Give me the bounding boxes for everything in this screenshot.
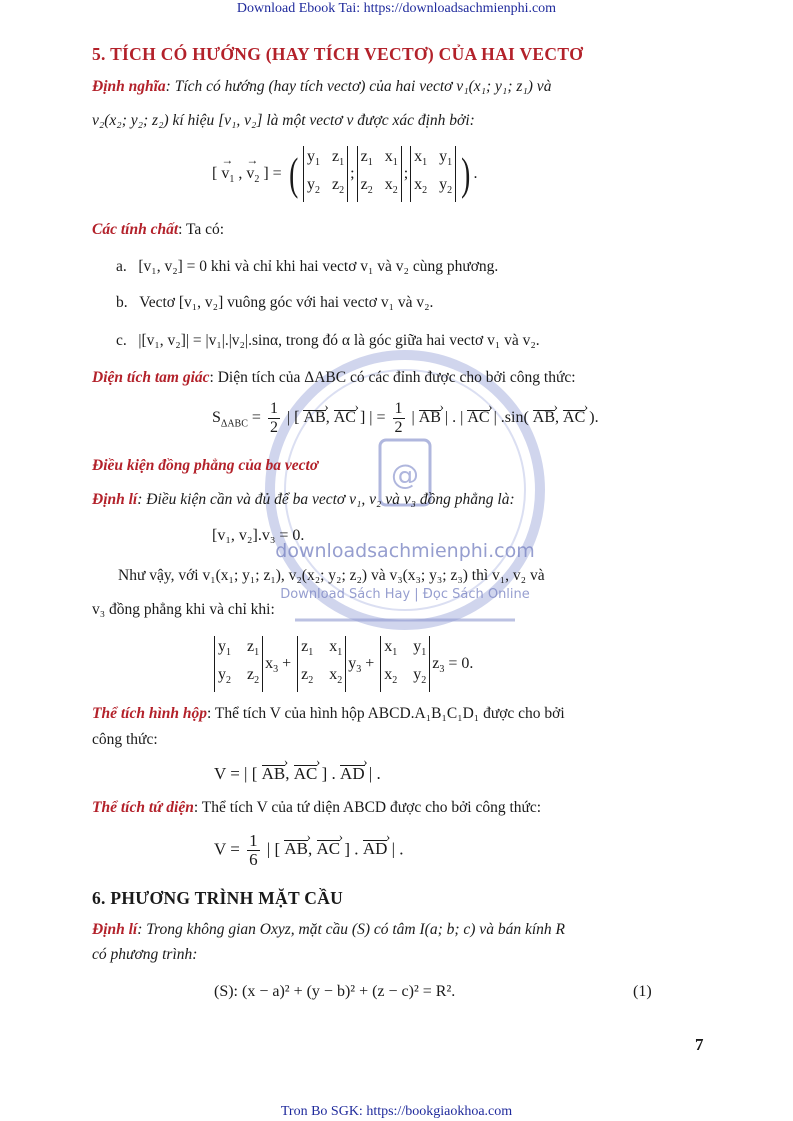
watermark-site: downloadsachmienphi.com (275, 540, 535, 562)
sphere-theorem-label: Định lí (92, 921, 138, 938)
triangle-area-text: : Diện tích của ΔABC có các đỉnh được cho bởi công thức: (209, 369, 576, 386)
sphere-equation-number: (1) (633, 983, 652, 1000)
footer-sgk-link[interactable]: Tron Bo SGK: https://bookgiaokhoa.com (280, 1104, 513, 1119)
box-volume-text-2: công thức: (92, 731, 158, 748)
triangle-area-formula: $S_{\Delta ABC}$ = $\frac{1}{2}$ | [ AB ›, AC › ] | = $\frac{1}{2}$ | AB › | . | AC › | .sin( AB ›, AC › ). (212, 400, 599, 437)
box-volume-formula: V = | [ AB ›, AC › ] . AD › | . (214, 764, 381, 784)
coplanar-determinant-formula: $y_1$ $z_1$ $y_2$ $z_2$ $x_3$ + $z_1$ $x_1$ $z_2$ $x_2$ $y_3$ + $x_1$ $y_1$ $x_2$ $y_2$ $z_3 = 0$. (212, 636, 473, 692)
definition-text-2: v₂(x₂; y₂; z₂) kí hiệu [v₁, v₂] là một vectơ v được xác định bởi: (92, 112, 475, 129)
tetra-volume-text: : Thể tích V của tứ diện ABCD được cho bởi công thức: (193, 799, 542, 816)
watermark-tagline: Download Sách Hay | Đọc Sách Online (280, 587, 530, 602)
definition-label: Định nghĩa (92, 78, 166, 95)
properties-text: : Ta có: (178, 221, 225, 238)
definition-line-1 (92, 77, 704, 97)
tetra-volume-line (92, 798, 704, 818)
thus-text-1: Như vậy, với v₁(x₁; y₁; z₁), v₂(x₂; y₂; z₂) và v₃(x₃; y₃; z₃) thì v₁, v₂ và (118, 567, 545, 584)
thus-text-2: v₃ đồng phẳng khi và chỉ khi: (92, 601, 275, 618)
property-b-text: Vectơ [v₁, v₂] vuông góc với hai vectơ v₁ và v₂. (139, 294, 434, 311)
property-a-text: [v₁, v₂] = 0 khi và chỉ khi hai vectơ v₁ và v₂ cùng phương. (138, 258, 499, 275)
properties-line (92, 220, 704, 240)
property-c-marker: c. (116, 332, 127, 349)
sphere-theorem-text-2: có phương trình: (92, 946, 198, 963)
svg-text:@: @ (391, 458, 419, 491)
property-a-marker: a. (116, 258, 127, 275)
sphere-theorem-line (92, 920, 704, 940)
coplanar-formula: [v₁, v₂].v₃ = 0. (212, 527, 305, 544)
sphere-equation: (S): (x − a)² + (y − b)² + (z − c)² = R². (214, 983, 456, 1000)
property-b-marker: b. (116, 294, 128, 311)
triangle-area-line (92, 368, 704, 388)
cross-product-formula: [ → $v_1$ , → $v_2$ ] = ( $y_1$ $z_1$ $y_2$ $z_2$ ; $z_1$ $x_1$ $z_2$ $x_2$ ; $x_1$ $y_1$ $x_2$ $y_2$ ) . (212, 146, 477, 202)
tetra-volume-formula: V = $\frac{1}{6}$ | [ AB ›, AC › ] . AD › | . (214, 832, 404, 869)
box-volume-text-1: : Thể tích V của hình hộp ABCD.A₁B₁C₁D₁ được cho bởi (207, 705, 565, 722)
definition-text-1: : Tích có hướng (hay tích vectơ) của hai vectơ v₁(x₁; y₁; z₁) và (165, 78, 552, 95)
box-volume-label: Thể tích hình hộp (92, 705, 207, 722)
header-download-link[interactable]: Download Ebook Tai: https://downloadsachmienphi.com (236, 1, 557, 16)
properties-label: Các tính chất (92, 221, 179, 238)
property-c (116, 331, 728, 351)
tetra-volume-label: Thể tích tứ diện (92, 799, 194, 816)
coplanar-theorem-line (92, 490, 704, 510)
coplanar-theorem-label: Định lí (92, 491, 138, 508)
section-5-title: 5. TÍCH CÓ HƯỚNG (HAY TÍCH VECTƠ) CỦA HAI VECTƠ (92, 44, 584, 64)
box-volume-line (92, 704, 704, 724)
triangle-area-label: Diện tích tam giác (92, 369, 210, 386)
sphere-theorem-text-1: : Trong không gian Oxyz, mặt cầu (S) có tâm I(a; b; c) và bán kính R (137, 921, 565, 938)
section-6-title: 6. PHƯƠNG TRÌNH MẶT CẦU (92, 888, 344, 908)
coplanar-heading: Điều kiện đồng phẳng của ba vectơ (92, 457, 319, 474)
property-a (116, 257, 728, 277)
coplanar-theorem-text: : Điều kiện cần và đủ để ba vectơ v₁, v₂ và v₃ đồng phẳng là: (137, 491, 515, 508)
page-number: 7 (695, 1035, 704, 1054)
property-b (116, 293, 728, 313)
property-c-text: |[v₁, v₂]| = |v₁|.|v₂|.sinα, trong đó α là góc giữa hai vectơ v₁ và v₂. (138, 332, 540, 349)
